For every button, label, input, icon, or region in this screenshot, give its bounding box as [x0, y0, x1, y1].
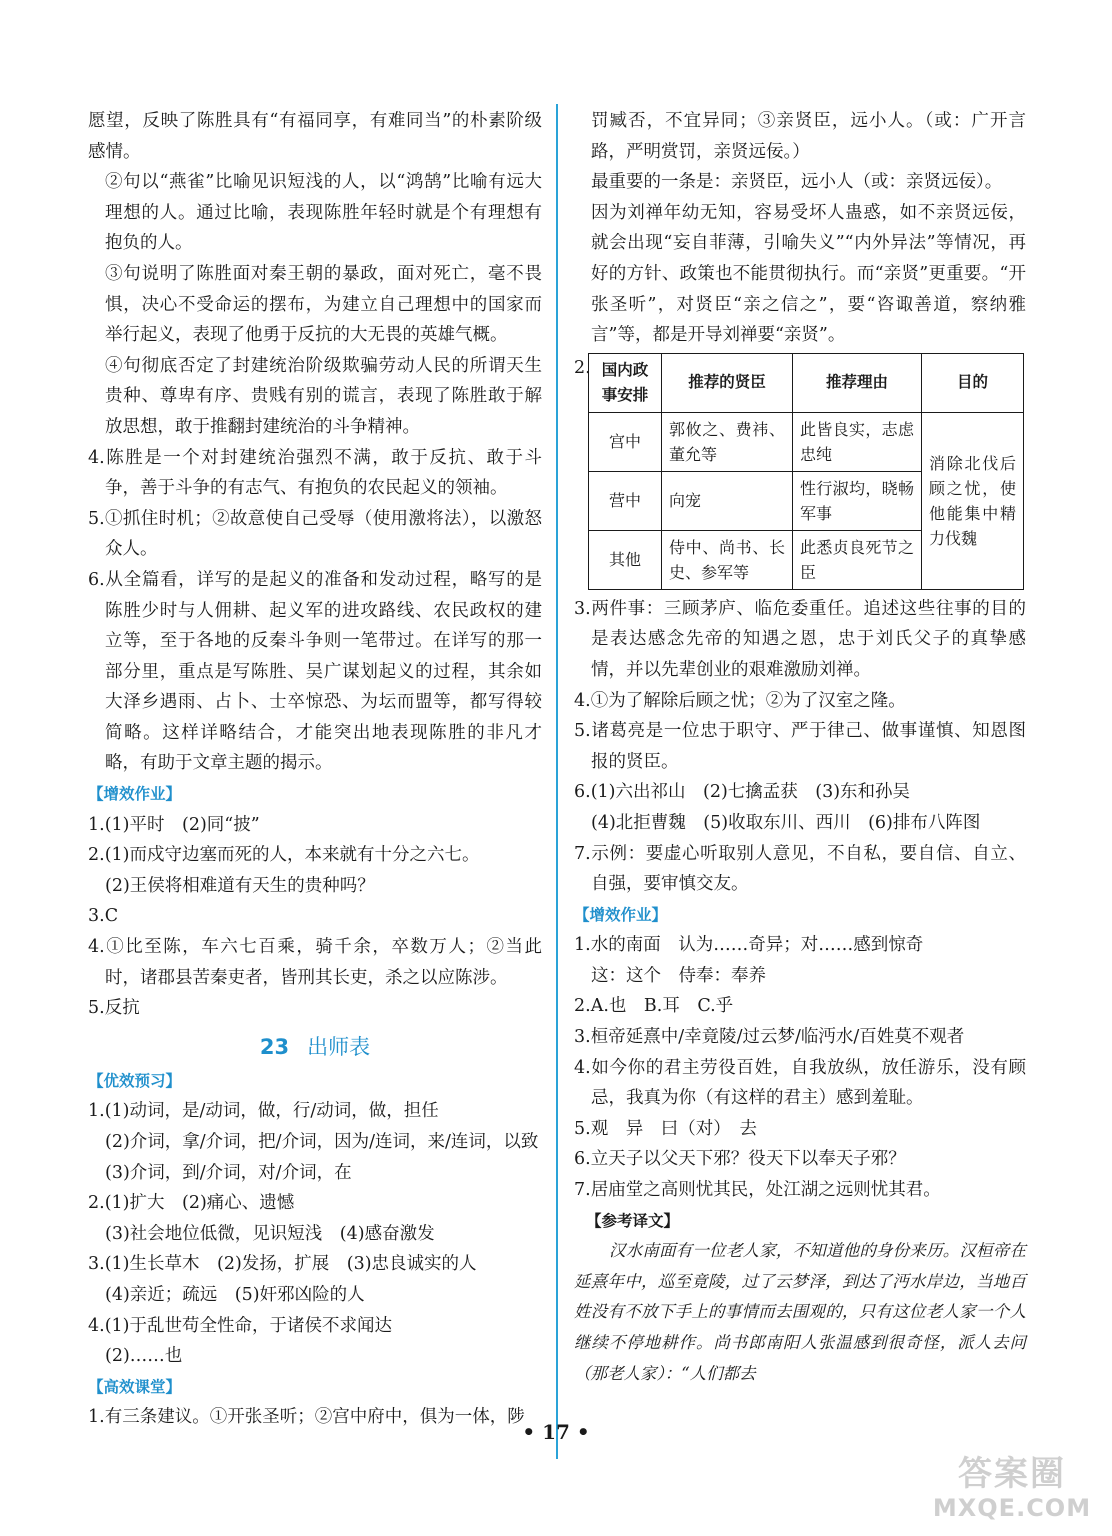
answer-item-5: 5.诸葛亮是一位忠于职守、严于律己、做事谨慎、知恩图报的贤臣。 [574, 721, 1026, 772]
preview-item-1: 1.(1)动词，是/动词，做，行/动词，做，担任 [88, 1101, 439, 1122]
preview-item-4b: (2)……也 [105, 1346, 183, 1367]
cell-purpose: 消除北伐后顾之忧，使他能集中精力伐魏 [922, 412, 1024, 589]
answer-item-6: 6.(1)六出祁山 (2)七擒孟获 (3)东和孙吴 [574, 782, 911, 803]
watermark-top-text: 答案圈 [958, 1454, 1066, 1494]
table-question-number: 2. [574, 357, 591, 378]
homework-item-5: 5.反抗 [88, 998, 140, 1019]
preview-item-1b: (2)介词，拿/介词，把/介词，因为/连词，来/连词，以致 [105, 1132, 539, 1152]
section-tag-preview: 【优效预习】 [88, 1071, 182, 1090]
recommendation-table-block [574, 353, 1026, 590]
answer-item-6: 6.从全篇看，详写的是起义的准备和发动过程，略写的是陈胜少时与人佣耕、起义军的进攻路线、农民政权的建立等，至于各地的反秦斗争则一笔带过。在详写的那一部分里，重点是写陈胜、吴广谋划起义的过程，其余如大泽乡遇雨、占卜、士卒惊恐、为坛而盟等，都写得较简略。这样详略结合，才能突出地表现陈胜的非凡才略，有助于文章主题的揭示。 [88, 569, 542, 774]
classroom-continuation-2: 最重要的一条是：亲贤臣，远小人（或：亲贤远佞）。 [591, 172, 1003, 193]
classroom-item-1: 1.有三条建议。①开张圣听；②宫中府中，俱为一体，陟 [88, 1407, 525, 1428]
section-tag-translation: 【参考译文】 [586, 1211, 680, 1230]
column-divider [556, 104, 558, 1459]
homework-item-1: 1.(1)平时 (2)同“披” [88, 814, 260, 835]
answer-item-3: 3.两件事：三顾茅庐、临危委重任。追述这些往事的目的是表达感念先帝的知遇之恩，忠于刘氏父子的真挚感情，并以先辈创业的艰难激励刘禅。 [574, 598, 1026, 680]
lesson-number: 23 [259, 1034, 290, 1059]
cell-affairs: 其他 [589, 530, 662, 589]
answer-continuation-4: ④句彻底否定了封建统治阶级欺骗劳动人民的所谓天生贵种、尊卑有序、贵贱有别的谎言，表现了陈胜敢于解放思想，敢于推翻封建统治的斗争精神。 [105, 355, 542, 437]
cell-reasons: 此皆良实，志虑忠纯 [793, 412, 922, 471]
left-column [88, 106, 542, 1433]
homework-item-4: 4.如今你的君主劳役百姓，自我放纵，放任游乐，没有顾忌，我真为你（有这样的君主）感到羞耻。 [574, 1057, 1026, 1109]
answer-continuation-1: 愿望，反映了陈胜具有“有福同享，有难同当”的朴素阶级感情。 [88, 111, 542, 162]
section-tag-homework: 【增效作业】 [88, 785, 182, 804]
answer-item-4: 4.陈胜是一个对封建统治强烈不满，敢于反抗、敢于斗争，善于斗争的有志气、有抱负的农民起义的领袖。 [88, 447, 542, 499]
preview-item-2b: (3)社会地位低微，见识短浅 (4)感奋激发 [105, 1223, 435, 1244]
preview-item-1c: (3)介词，到/介词，对/介词，在 [105, 1162, 352, 1183]
page-number: • 17 • [522, 1420, 590, 1444]
watermark-logo [922, 1454, 1102, 1528]
header-ministers: 推荐的贤臣 [662, 353, 793, 412]
homework-item-2: 2.A.也 B.耳 C.乎 [574, 996, 734, 1017]
recommendation-table [588, 353, 1024, 590]
preview-item-2: 2.(1)扩大 (2)痛心、遗憾 [88, 1193, 295, 1214]
cell-ministers: 侍中、尚书、长史、参军等 [662, 530, 793, 589]
homework-item-4: 4.①比至陈，车六七百乘，骑千余，卒数万人；②当此时，诸郡县苦秦吏者，皆刑其长吏，杀之以应陈涉。 [88, 937, 542, 988]
homework-item-2: 2.(1)而戍守边塞而死的人，本来就有十分之六七。 [88, 845, 480, 866]
lesson-heading [88, 1030, 542, 1064]
header-purpose: 目的 [922, 353, 1024, 412]
answer-item-5: 5.①抓住时机；②故意使自己受辱（使用激将法），以激怒众人。 [88, 508, 542, 560]
homework-item-5: 5.观 异 曰（对） 去 [574, 1118, 757, 1139]
section-tag-homework-right: 【增效作业】 [574, 905, 668, 924]
cell-reasons: 此悉贞良死节之臣 [793, 530, 922, 589]
watermark-bottom-text: MXQE.COM [932, 1494, 1092, 1522]
lesson-title: 出师表 [307, 1034, 371, 1059]
header-reasons: 推荐理由 [793, 353, 922, 412]
answer-item-4: 4.①为了解除后顾之忧；②为了汉室之隆。 [574, 690, 906, 711]
classroom-continuation-3: 因为刘禅年幼无知，容易受坏人蛊惑，如不亲贤远佞，就会出现“妄自菲薄，引喻失义”“内外异法”等情况，再好的方针、政策也不能贯彻执行。而“亲贤”更重要。“开张圣听”，对贤臣“亲之信之”，要“咨诹善道，察纳雅言”等，都是开导刘禅要“亲贤”。 [591, 202, 1026, 346]
homework-item-3: 3.C [88, 906, 119, 927]
answer-item-6b: (4)北拒曹魏 (5)收取东川、西川 (6)排布八阵图 [591, 812, 981, 833]
table-header-row [589, 353, 1024, 412]
cell-ministers: 郭攸之、费祎、董允等 [662, 412, 793, 471]
classroom-continuation-1: 罚臧否，不宜异同；③亲贤臣，远小人。（或：广开言路，严明赏罚，亲贤远佞。） [591, 111, 1026, 162]
preview-item-3: 3.(1)生长草木 (2)发扬，扩展 (3)忠良诚实的人 [88, 1254, 477, 1275]
cell-affairs: 宫中 [589, 412, 662, 471]
homework-item-1: 1.水的南面 认为……奇异；对……感到惊奇 [574, 935, 924, 956]
cell-reasons: 性行淑均，晓畅军事 [793, 471, 922, 530]
homework-item-6: 6.立天子以父天下邪？役天下以奉天子邪？ [574, 1149, 906, 1170]
preview-item-3b: (4)亲近；疏远 (5)奸邪凶险的人 [105, 1284, 365, 1305]
table-row [589, 412, 1024, 471]
section-tag-classroom: 【高效课堂】 [88, 1377, 182, 1396]
homework-item-3: 3.桓帝延熹中/幸竟陵/过云梦/临沔水/百姓莫不观者 [574, 1027, 965, 1048]
answer-item-7: 7.示例：要虚心听取别人意见，不自私，要自信、自立、自强，要审慎交友。 [574, 843, 1026, 895]
header-affairs: 国内政事安排 [589, 353, 662, 412]
cell-affairs: 营中 [589, 471, 662, 530]
homework-item-2b: (2)王侯将相难道有天生的贵种吗？ [105, 875, 375, 896]
cell-ministers: 向宠 [662, 471, 793, 530]
answer-continuation-3: ③句说明了陈胜面对秦王朝的暴政，面对死亡，毫不畏惧，决心不受命运的摆布，为建立自己理想中的国家而举行起义，表现了他勇于反抗的大无畏的英雄气概。 [105, 263, 542, 346]
right-column [574, 106, 1026, 1389]
preview-item-4: 4.(1)于乱世苟全性命，于诸侯不求闻达 [88, 1315, 392, 1336]
homework-item-1b: 这：这个 侍奉：奉养 [591, 965, 766, 986]
homework-item-7: 7.居庙堂之高则忧其民，处江湖之远则忧其君。 [574, 1180, 941, 1201]
reference-translation: 汉水南面有一位老人家，不知道他的身份来历。汉桓帝在延熹年中，巡至竟陵，过了云梦泽，到达了沔水岸边，当地百姓没有不放下手上的事情而去围观的，只有这位老人家一个人继续不停地耕作。尚书郎南阳人张温感到很奇怪，派人去问（那老人家）：“人们都去 [574, 1241, 1026, 1383]
answer-continuation-2: ②句以“燕雀”比喻见识短浅的人，以“鸿鹄”比喻有远大理想的人。通过比喻，表现陈胜年轻时就是个有理想有抱负的人。 [105, 172, 542, 254]
